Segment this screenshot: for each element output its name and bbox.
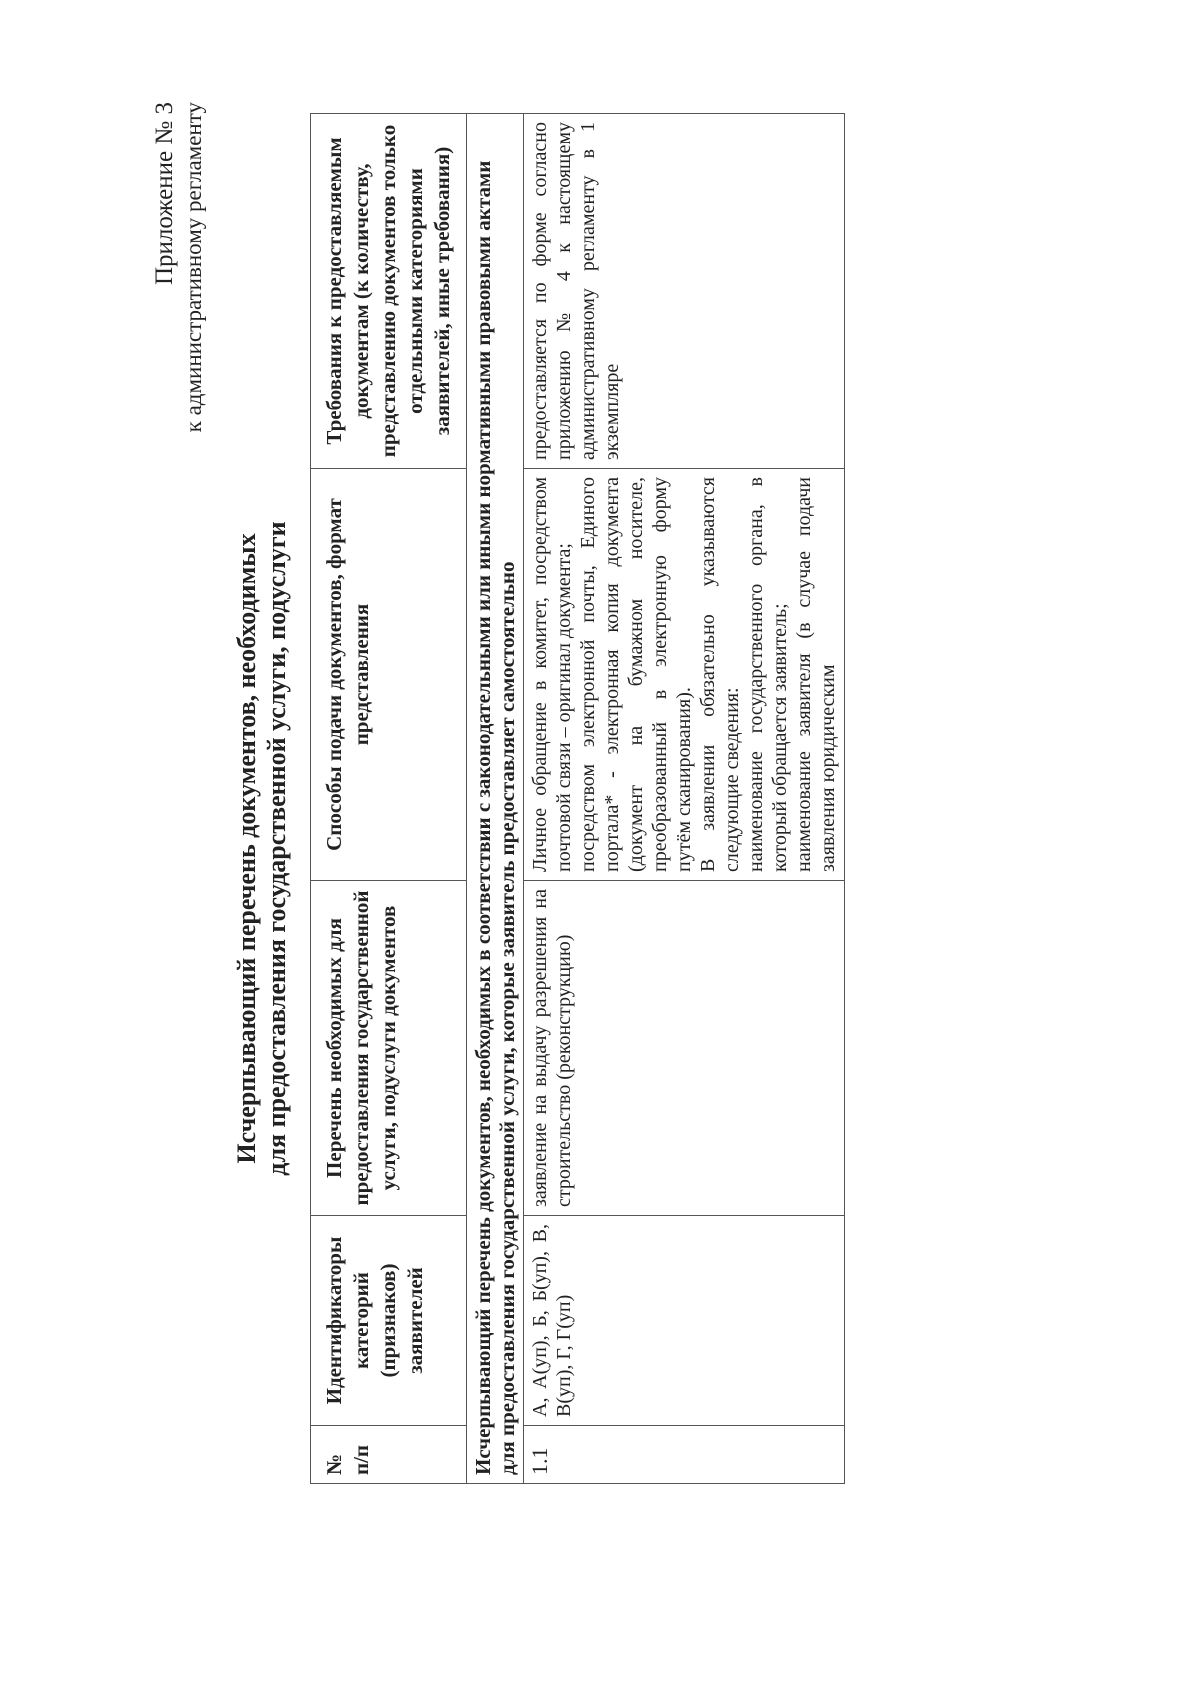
method-line-3: В заявлении обязательно указываются следующие сведения: xyxy=(697,477,743,872)
appendix-header xyxy=(150,102,208,432)
row-requirements: предоставляется по форме согласно приложению № 4 к настоящему административному регламенту в 1 экземпляре xyxy=(524,114,845,469)
table-header-row xyxy=(311,114,467,1484)
header-requirements: Требования к предоставляемым документам (к количеству, представлению документов только отдельными категориями заявителей, иные требования) xyxy=(311,114,467,469)
method-line-4: наименование государственного органа, в который обращается заявитель; xyxy=(745,477,791,872)
row-document: заявление на выдачу разрешения на строительство (реконструкцию) xyxy=(524,881,845,1216)
table-row xyxy=(524,114,845,1484)
method-line-5: наименование заявителя (в случае подачи заявления юридическим xyxy=(793,477,839,872)
header-identifiers: Идентификаторы категорий (признаков) заявителей xyxy=(311,1216,467,1426)
section-title: Исчерпывающий перечень документов, необходимых в соответствии с законодательными или иными нормативными правовыми актами для предоставления государственной услуги, которые заявитель предоставляет самостоятельно xyxy=(467,114,524,1484)
document-title xyxy=(232,0,292,1697)
row-identifiers: А, А(уп), Б, Б(уп), В, В(уп), Г, Г(уп) xyxy=(524,1216,845,1426)
header-documents: Перечень необходимых для предоставления государственной услуги, подуслуги документов xyxy=(311,881,467,1216)
section-row xyxy=(467,114,524,1484)
appendix-number: Приложение № 3 xyxy=(151,102,178,286)
appendix-reference: к административному регламенту xyxy=(181,102,206,433)
header-number: № п/п xyxy=(311,1426,467,1484)
header-methods: Способы подачи документов, формат представления xyxy=(311,469,467,881)
method-line-1: Личное обращение в комитет, посредством почтовой связи – оригинал документа; xyxy=(529,477,575,872)
documents-table xyxy=(310,113,845,1484)
method-line-2: посредством электронной почты, Единого портала* - электронная копия документа (документ на бумажном носителе, преобразованный в электронную форму путём сканирования). xyxy=(577,477,695,872)
title-line-1: Исчерпывающий перечень документов, необходимых xyxy=(232,533,261,1164)
row-methods xyxy=(524,469,845,881)
row-number: 1.1 xyxy=(524,1426,845,1484)
title-line-2: для предоставления государственной услуги, подуслуги xyxy=(262,521,291,1176)
